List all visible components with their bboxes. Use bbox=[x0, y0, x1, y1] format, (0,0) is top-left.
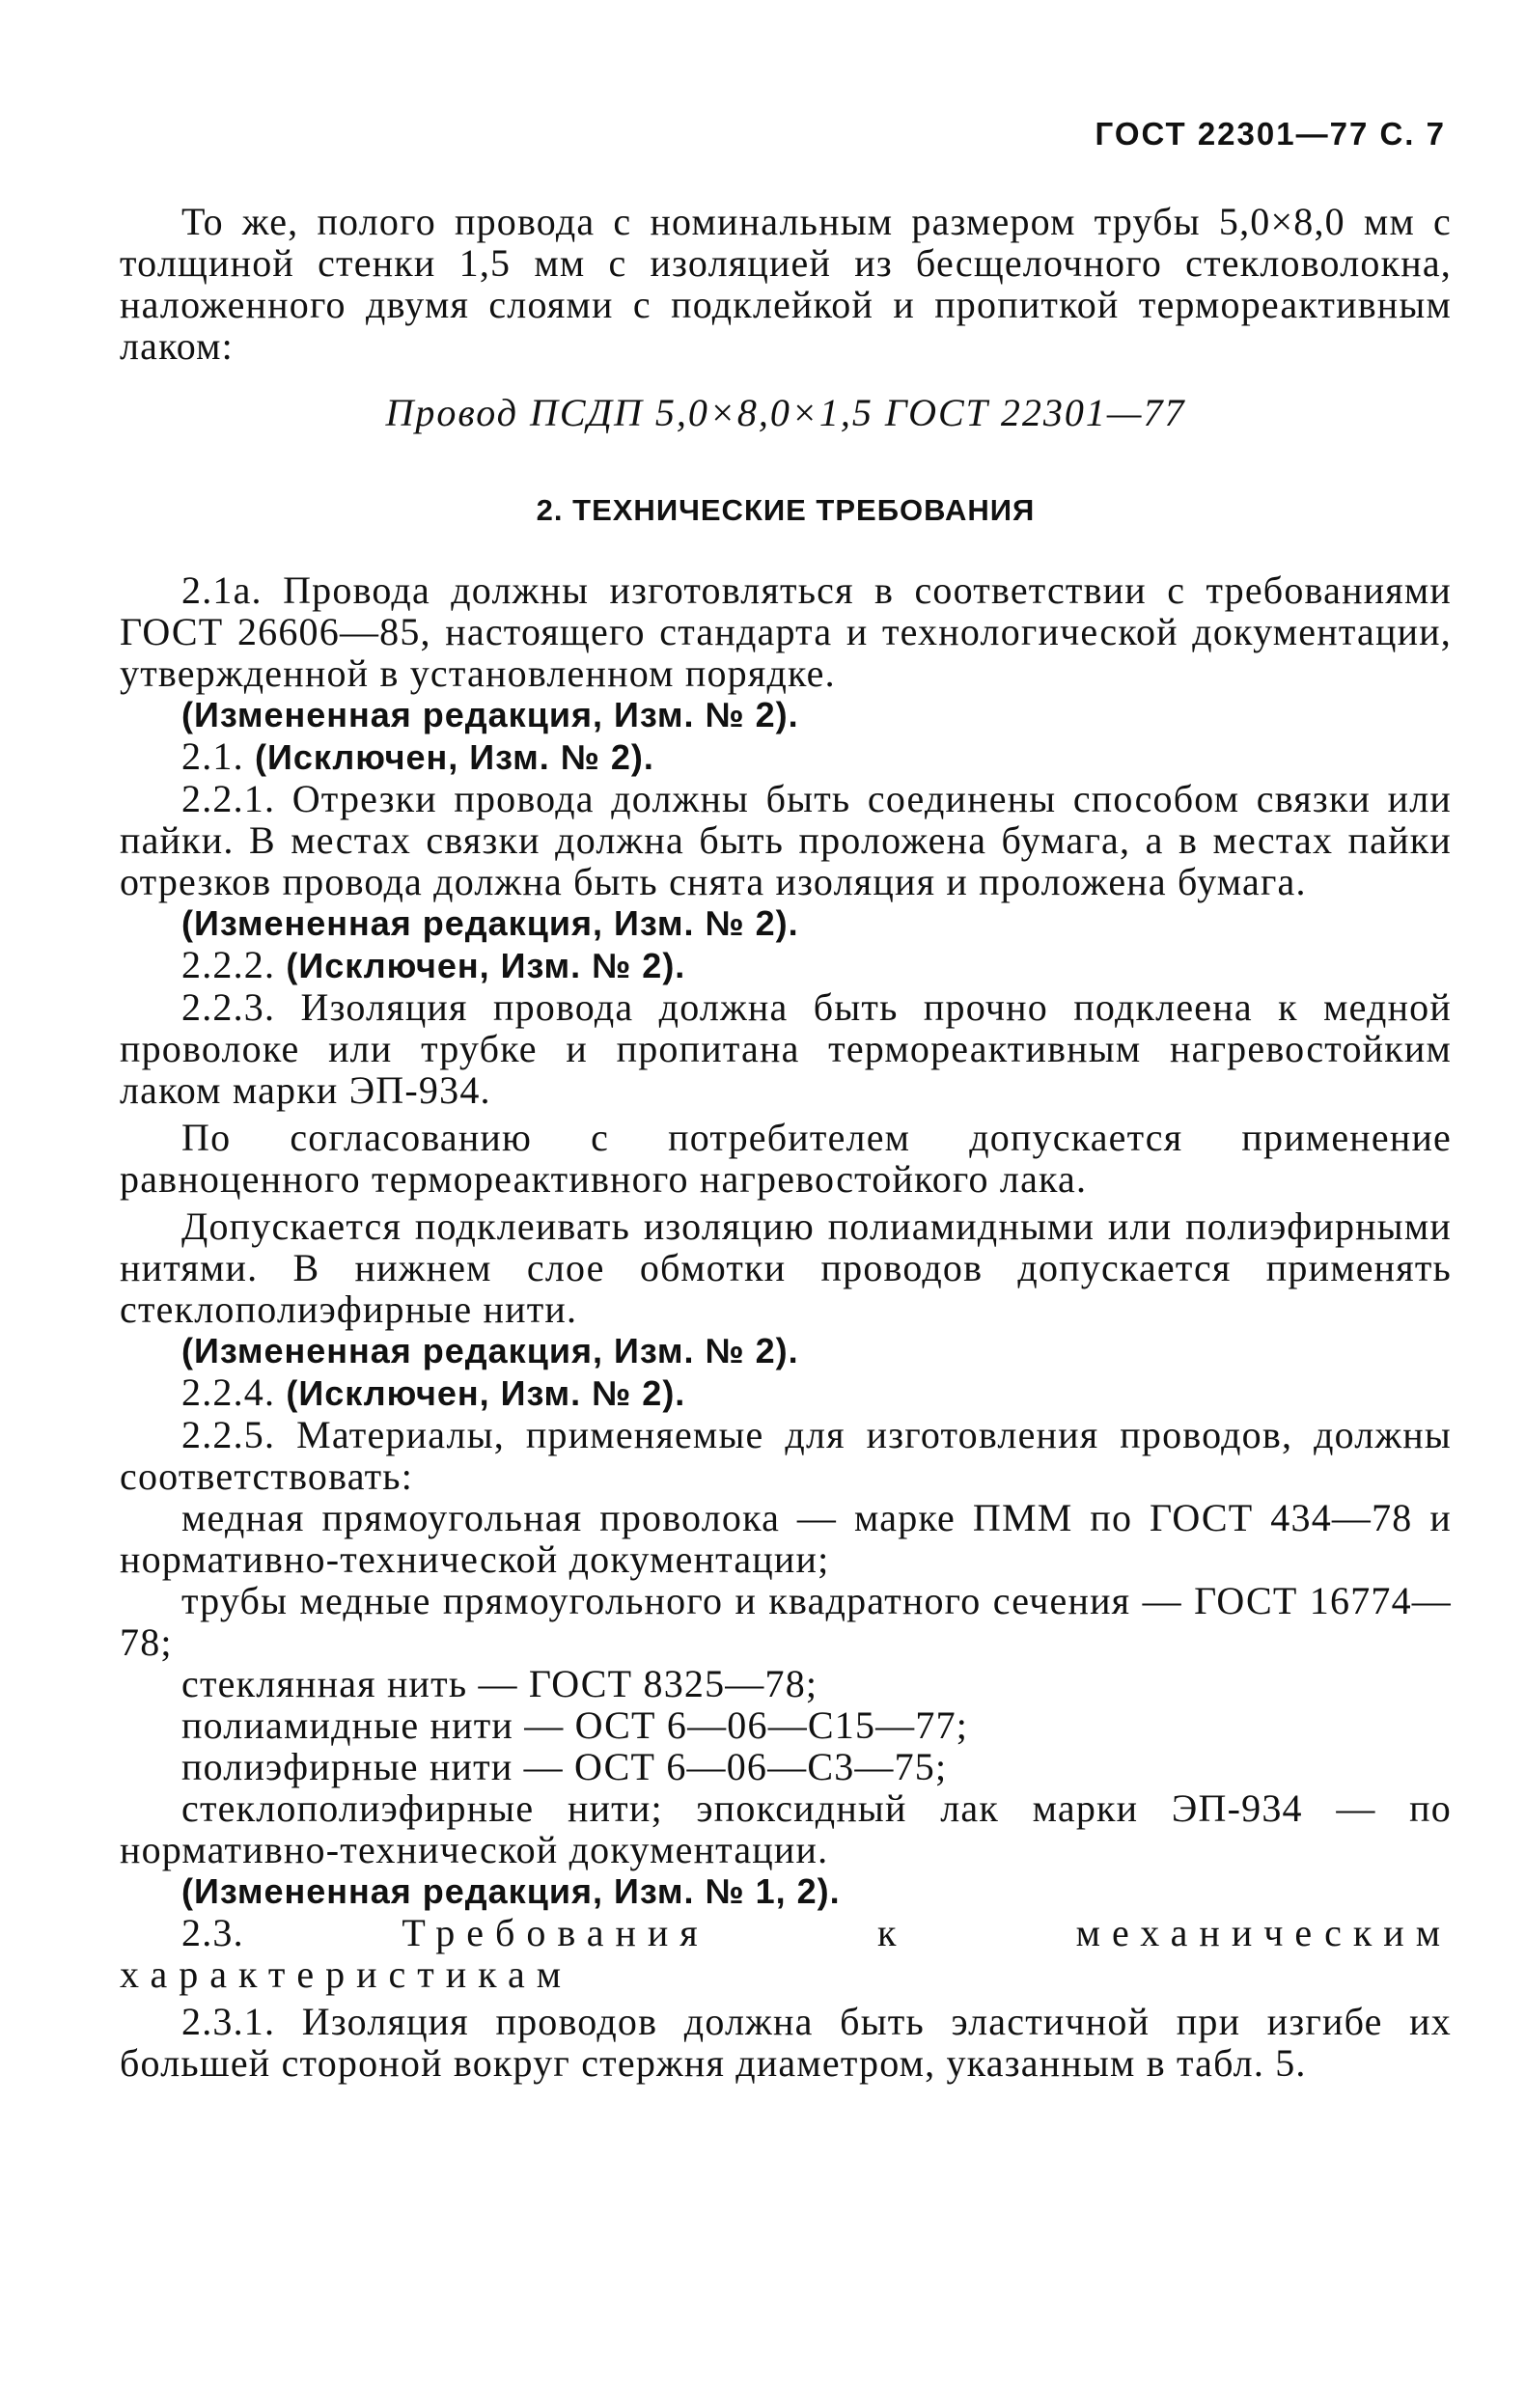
section-title: 2. ТЕХНИЧЕСКИЕ ТРЕБОВАНИЯ bbox=[536, 493, 1036, 527]
materials-list bbox=[120, 1497, 1452, 1870]
paragraph-allowance: Допускается подклеивать изоляцию полиамидными или полиэфирными нитями. В нижнем слое обмотки проводов допускается применять стеклополиэфирные нити. bbox=[120, 1204, 1452, 1331]
paragraph-2-3 bbox=[120, 1912, 1452, 1995]
amendment-note: (Измененная редакция, Изм. № 2). bbox=[181, 695, 799, 734]
list-item: полиэфирные нити — ОСТ 6—06—С3—75; bbox=[181, 1745, 948, 1788]
list-item: стеклополиэфирные нити; эпоксидный лак марки ЭП-934 — по нормативно-технической документации. bbox=[120, 1786, 1452, 1871]
document-body bbox=[120, 201, 1452, 2084]
paragraph-2-2-1: 2.2.1. Отрезки провода должны быть соединены способом связки или пайки. В местах связки должна быть проложена бумага, а в местах пайки отрезков провода должна быть снята изоляция и проложена бумага. bbox=[120, 777, 1452, 903]
amendment-note: (Измененная редакция, Изм. № 2). bbox=[181, 1331, 799, 1370]
list-item: полиамидные нити — ОСТ 6—06—С15—77; bbox=[181, 1703, 969, 1747]
paragraph-2-2-4 bbox=[120, 1371, 1452, 1414]
paragraph-2-1a: 2.1а. Провода должны изготовляться в соответствии с требованиями ГОСТ 26606—85, настоящего стандарта и технологической документации, утвержденной в установленном порядке. bbox=[120, 568, 1452, 695]
spaced-heading: Требования к механическим характеристикам bbox=[120, 1911, 1453, 1996]
designation-formula: Провод ПСДП 5,0×8,0×1,5 ГОСТ 22301—77 bbox=[385, 391, 1186, 434]
list-item: стеклянная нить — ГОСТ 8325—78; bbox=[181, 1662, 818, 1705]
paragraph-agreement: По согласованию с потребителем допускается применение равноценного термореактивного нагревостойкого лака. bbox=[120, 1116, 1452, 1201]
clause-number: 2.1. bbox=[181, 734, 244, 778]
running-header: ГОСТ 22301—77 С. 7 bbox=[1095, 116, 1446, 152]
excluded-note: (Исключен, Изм. № 2). bbox=[255, 737, 654, 777]
list-item: трубы медные прямоугольного и квадратного сечения — ГОСТ 16774—78; bbox=[120, 1579, 1452, 1664]
amendment-note: (Измененная редакция, Изм. № 1, 2). bbox=[181, 1871, 841, 1911]
paragraph-2-2-3: 2.2.3. Изоляция провода должна быть прочно подклеена к медной проволоке или трубке и пропитана термореактивным нагревостойким лаком марки ЭП-934. bbox=[120, 985, 1452, 1112]
intro-paragraph: То же, полого провода с номинальным размером трубы 5,0×8,0 мм с толщиной стенки 1,5 мм с изоляцией из бесщелочного стекловолокна, наложенного двумя слоями с подклейкой и пропиткой термореактивным лаком: bbox=[120, 200, 1452, 368]
excluded-note: (Исключен, Изм. № 2). bbox=[286, 1373, 686, 1413]
paragraph-2-2-5: 2.2.5. Материалы, применяемые для изготовления проводов, должны соответствовать: bbox=[120, 1413, 1452, 1498]
list-item: медная прямоугольная проволока — марке ПММ по ГОСТ 434—78 и нормативно-технической документации; bbox=[120, 1496, 1452, 1581]
paragraph-2-1 bbox=[120, 735, 1452, 778]
clause-number: 2.3. bbox=[181, 1911, 244, 1954]
clause-number: 2.2.2. bbox=[181, 943, 276, 986]
amendment-note: (Измененная редакция, Изм. № 2). bbox=[181, 903, 799, 943]
excluded-note: (Исключен, Изм. № 2). bbox=[286, 946, 686, 985]
paragraph-2-3-1: 2.3.1. Изоляция проводов должна быть эластичной при изгибе их большей стороной вокруг стержня диаметром, указанным в табл. 5. bbox=[120, 2000, 1452, 2085]
clause-number: 2.2.4. bbox=[181, 1370, 276, 1414]
paragraph-2-2-2 bbox=[120, 944, 1452, 986]
